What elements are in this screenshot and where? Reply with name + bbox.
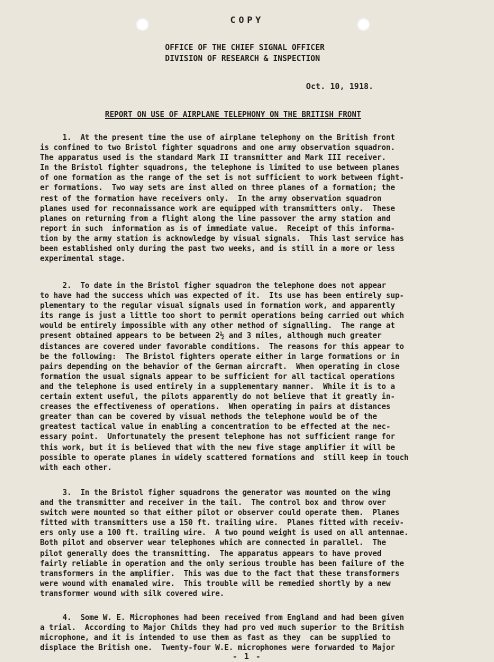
text-line: and the transmitter and receiver in the tail. The control box and throw over	[40, 498, 387, 508]
text-line: essary point. Unfortunately the present telephone has not sufficient range for	[40, 432, 395, 442]
text-line: a trial. According to Major Childs they had pro ved much superior to the British	[40, 623, 404, 633]
text-line: greatest tactical value in enabling a concentration to be effected at the nec-	[40, 422, 391, 432]
text-line: Both pilot and observer wear telephones which are connected in parallel. The	[40, 538, 387, 548]
text-line: of one formation as the range of the set is not sufficient to work between fight-	[40, 173, 404, 183]
paragraph-1	[40, 133, 480, 264]
text-line: 3. In the Bristol figher squadrons the generator was mounted on the wing	[40, 488, 391, 497]
text-line: been established only during the past two weeks, and is still in a more or less	[40, 244, 395, 254]
text-line: planes used for reconnaissance work are equipped with transmitters only. These	[40, 203, 395, 213]
paragraph-3	[40, 488, 480, 599]
text-line: 2. To date in the Bristol figher squadron the telephone does not appear	[40, 281, 387, 290]
text-line: microphone, and it is intended to use them as fast as they can be supplied to	[40, 633, 391, 643]
text-line: 4. Some W. E. Microphones had been received from England and had been given	[40, 613, 404, 622]
text-line: ers only use a 100 ft. trailing wire. A two pound weight is used on all antennae.	[40, 528, 409, 538]
text-line: its range is just a little too short to permit operations being carried out which	[40, 311, 404, 321]
text-line: switch were mounted so that either pilot or observer could operate them. Planes	[40, 508, 400, 518]
page-number: - 1 -	[232, 652, 262, 661]
division-line: DIVISION OF RESEARCH & INSPECTION	[165, 54, 320, 63]
text-line: creases the effectiveness of operations. When operating in pairs at distances	[40, 402, 391, 412]
text-line: experimental stage.	[40, 254, 126, 264]
report-title: REPORT ON USE OF AIRPLANE TELEPHONY ON THE BRITISH FRONT	[105, 110, 362, 119]
office-line: OFFICE OF THE CHIEF SIGNAL OFFICER	[165, 43, 325, 52]
document-date: Oct. 10, 1918.	[306, 82, 374, 91]
paragraph-4	[40, 613, 480, 653]
text-line: fairly reliable in operation and the only serious trouble has been failure of the	[40, 558, 404, 568]
text-line: to have had the success which was expected of it. Its use has been entirely sup-	[40, 291, 404, 301]
text-line: formation the usual signals appear to be sufficient for all tactical operations	[40, 371, 395, 381]
text-line: were wound with enamaled wire. This trouble will be remedied shortly by a new	[40, 578, 391, 588]
text-line: plementary to the regular visual signals used in formation work, and apparently	[40, 301, 395, 311]
text-line: displace the British one. Twenty-four W.E. microphones were forwarded to Major	[40, 643, 395, 653]
office-heading	[165, 42, 325, 64]
text-line: this work, but it is believed that with the new five stage amplifier it will be	[40, 442, 395, 452]
text-line: 1. At the present time the use of airplane telephony on the British front	[40, 133, 395, 142]
text-line: greater than can be covered by visual methods the telephone would be of the	[40, 412, 378, 422]
text-line: transformers in the amplifier. This was due to the fact that these transformers	[40, 568, 400, 578]
text-line: er formations. Two way sets are inst alled on three planes of a formation; the	[40, 183, 395, 193]
text-line: The apparatus used is the standard Mark II transmitter and Mark III receiver.	[40, 153, 387, 163]
text-line: would be entirely impossible with any other method of signalling. The range at	[40, 321, 395, 331]
copy-stamp: COPY	[230, 16, 264, 26]
text-line: tion by the army station is acknowledge by visual signals. This last service has	[40, 233, 404, 243]
text-line: rest of the formation have receivers only. In the army observation squadron	[40, 193, 382, 203]
text-line: distances are covered under favorable conditions. The reasons for this appear to	[40, 341, 404, 351]
text-line: planes on returning from a flight along the line passover the army station and	[40, 213, 391, 223]
text-line: possible to operate planes in widely scattered formations and still keep in touch	[40, 452, 409, 462]
paragraph-2	[40, 281, 480, 473]
text-line: In the Bristol fighter squadrons, the telephone is limited to use between planes	[40, 163, 400, 173]
text-line: with each other.	[40, 462, 112, 472]
text-line: and the telephone is used entirely in a supplementary manner. While it is to a	[40, 381, 395, 391]
text-line: report in such information as is of immediate value. Receipt of this informa-	[40, 223, 395, 233]
text-line: pilot generally does the transmitting. The apparatus appears to have proved	[40, 548, 382, 558]
text-line: present obtained appears to be between 2½ and 3 miles, although much greater	[40, 331, 382, 341]
text-line: fitted with transmitters use a 150 ft. trailing wire. Planes fitted with receiv-	[40, 518, 404, 528]
text-line: transformer wound with silk covered wire.	[40, 588, 225, 598]
text-line: be the following: The Bristol fighters operate either in large formations or in	[40, 351, 400, 361]
text-line: certain extent useful, the pilots apparently do not believe that it greatly in-	[40, 392, 395, 402]
text-line: is confined to two Bristol fighter squadrons and one army observation squadron.	[40, 143, 395, 153]
text-line: pairs depending on the behavior of the German aircraft. When operating in close	[40, 361, 400, 371]
